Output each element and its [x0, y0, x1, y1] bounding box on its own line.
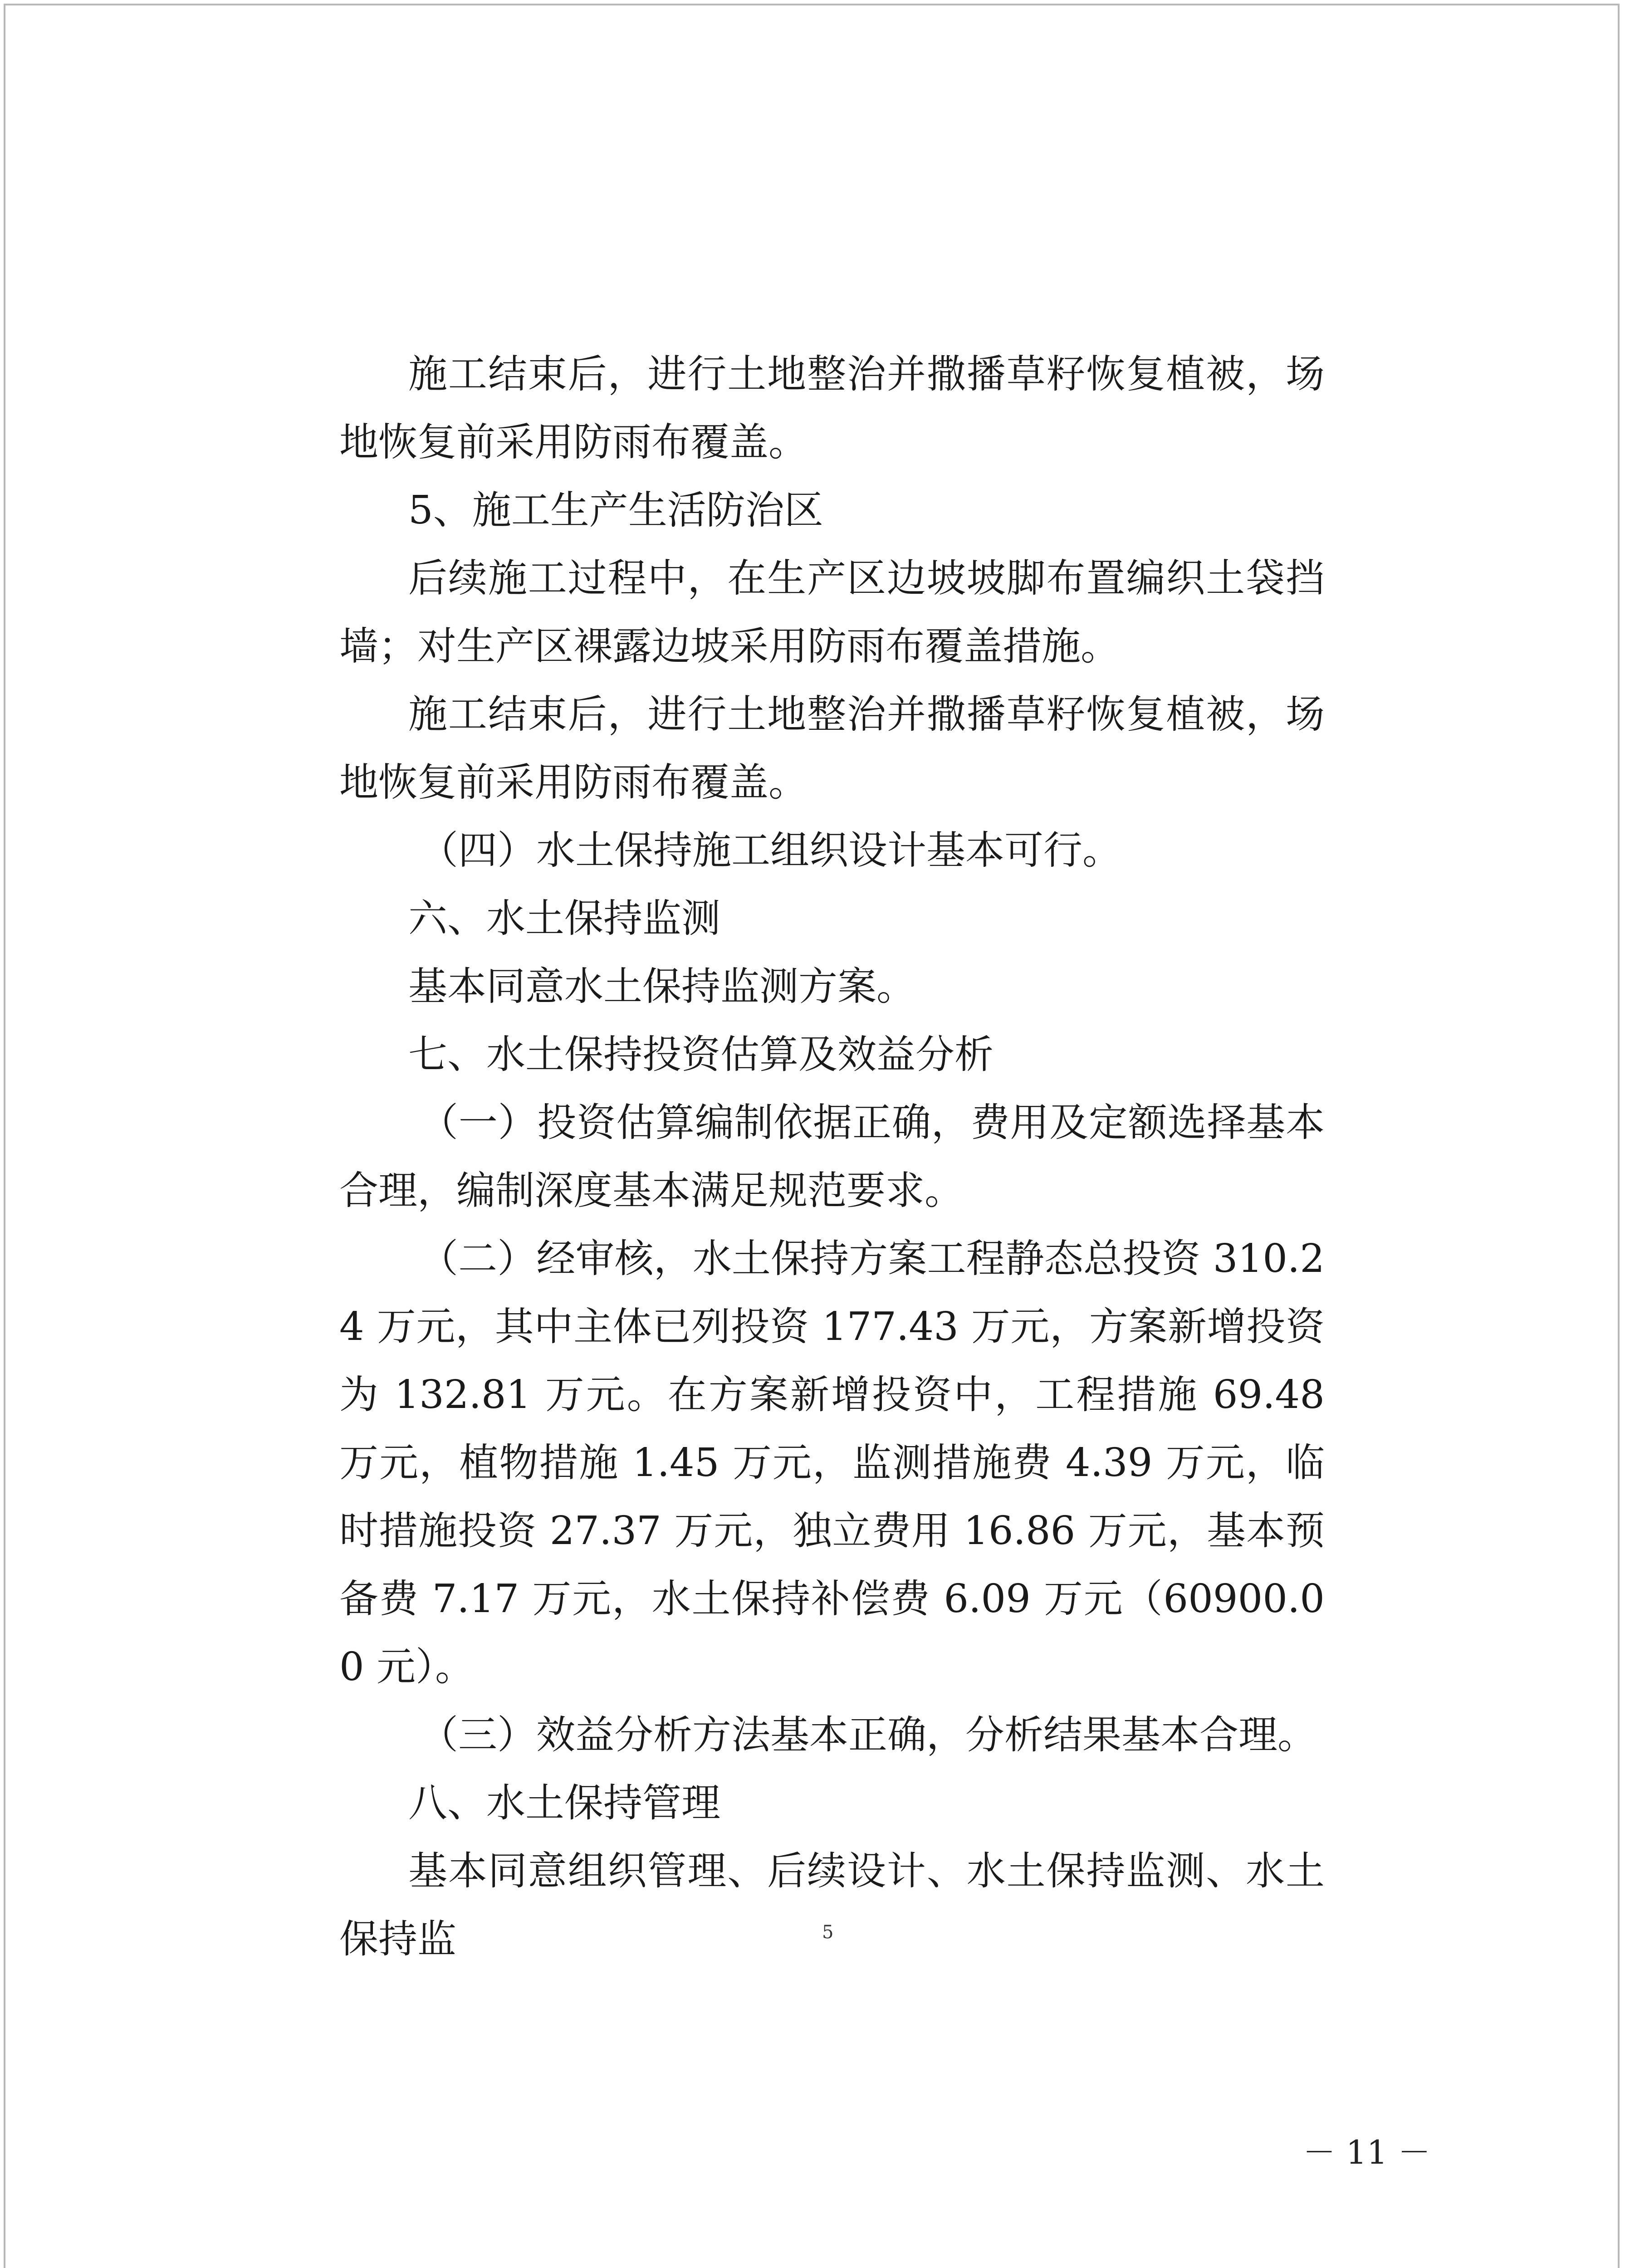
paragraph: （四）水土保持施工组织设计基本可行。 [419, 828, 1121, 873]
section-heading: 七、水土保持投资估算及效益分析 [408, 1032, 994, 1077]
paragraph: （三）效益分析方法基本正确，分析结果基本合理。 [419, 1712, 1317, 1758]
inner-page-number: 5 [822, 1922, 834, 1943]
section-heading: 5、施工生产生活防治区 [408, 488, 823, 533]
document-body [339, 340, 1325, 1973]
section-heading: 六、水土保持监测 [408, 896, 720, 941]
paragraph: （一）投资估算编制依据正确，费用及定额选择基本合理，编制深度基本满足规范要求。 [339, 1100, 1325, 1213]
paragraph: 基本同意组织管理、后续设计、水土保持监测、水土保持监 [339, 1848, 1325, 1962]
paragraph: 基本同意水土保持监测方案。 [408, 964, 915, 1009]
paragraph: （二）经审核，水土保持方案工程静态总投资 310.24 万元，其中主体已列投资 177.43 万元，方案新增投资为 132.81 万元。在方案新增投资中，工程措施 69.48 万元，植物措施 1.45 万元，监测措施费 4.39 万元，临时措施投资 27.37 万元，独立费用 16.86 万元，基本预备费 7.17 万元，水土保持补偿费 6.09 万元（60900.00 元）。 [339, 1236, 1325, 1690]
paragraph: 施工结束后，进行土地整治并撒播草籽恢复植被，场地恢复前采用防雨布覆盖。 [339, 692, 1325, 805]
paragraph: 后续施工过程中，在生产区边坡坡脚布置编织土袋挡墙；对生产区裸露边坡采用防雨布覆盖措施。 [339, 556, 1325, 669]
paragraph: 施工结束后，进行土地整治并撒播草籽恢复植被，场地恢复前采用防雨布覆盖。 [339, 352, 1325, 465]
outer-page-number: － 11 － [1303, 2133, 1431, 2171]
section-heading: 八、水土保持管理 [408, 1780, 720, 1826]
